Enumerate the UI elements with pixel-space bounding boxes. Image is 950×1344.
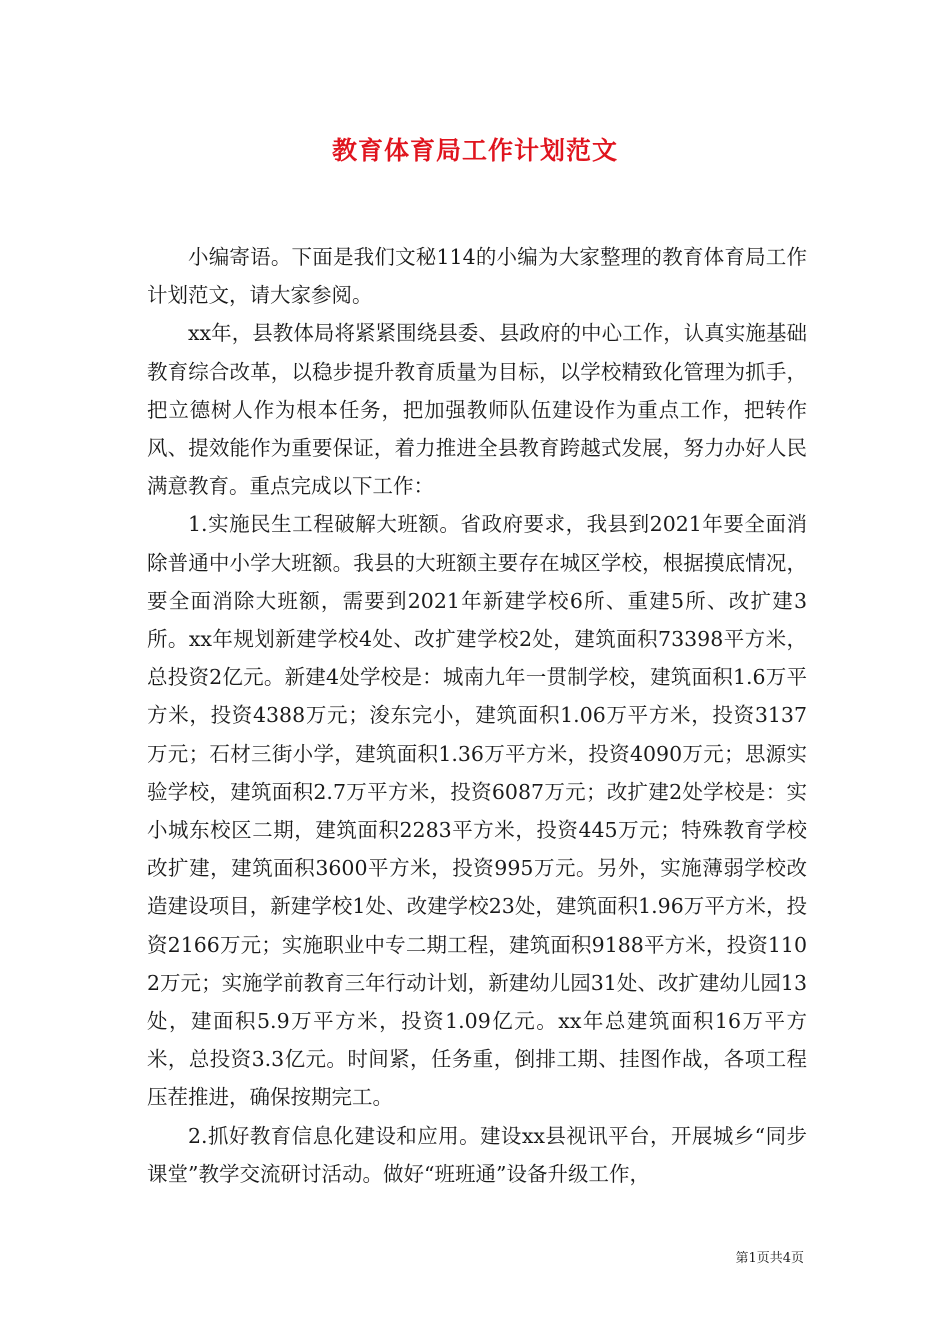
document-body <box>147 238 807 1193</box>
page-number: 第1页共4页 <box>735 1251 804 1266</box>
paragraph-overview: xx年，县教体局将紧紧围绕县委、县政府的中心工作，认真实施基础教育综合改革，以稳步提升教育质量为目标，以学校精致化管理为抓手，把立德树人作为根本任务，把加强教师队伍建设作为重点工作，把转作风、提效能作为重要保证，着力推进全县教育跨越式发展，努力办好人民满意教育。重点完成以下工作： <box>147 321 807 499</box>
paragraph-intro: 小编寄语。下面是我们文秘114的小编为大家整理的教育体育局工作计划范文，请大家参阅。 <box>147 245 807 308</box>
document-title: 教育体育局工作计划范文 <box>331 136 618 165</box>
paragraph-item-1: 1.实施民生工程破解大班额。省政府要求，我县到2021年要全面消除普通中小学大班额。我县的大班额主要存在城区学校，根据摸底情况，要全面消除大班额，需要到2021年新建学校6所、重建5所、改扩建3所。xx年规划新建学校4处、改扩建学校2处，建筑面积73398平方米，总投资2亿元。新建4处学校是：城南九年一贯制学校，建筑面积1.6万平方米，投资4388万元；浚东完小，建筑面积1.06万平方米，投资3137万元；石材三街小学，建筑面积1.36万平方米，投资4090万元；思源实验学校，建筑面积2.7万平方米，投资6087万元；改扩建2处学校是：实小城东校区二期，建筑面积2283平方米，投资445万元；特殊教育学校改扩建，建筑面积3600平方米，投资995万元。另外，实施薄弱学校改造建设项目，新建学校1处、改建学校23处，建筑面积1.96万平方米，投资2166万元；实施职业中专二期工程，建筑面积9188平方米，投资1102万元；实施学前教育三年行动计划，新建幼儿园31处、改扩建幼儿园13处，建面积5.9万平方米，投资1.09亿元。xx年总建筑面积16万平方米，总投资3.3亿元。时间紧，任务重，倒排工期、挂图作战，各项工程压茬推进，确保按期完工。 <box>147 512 807 1110</box>
paragraph-item-2: 2.抓好教育信息化建设和应用。建设xx县视讯平台，开展城乡“同步课堂”教学交流研讨活动。做好“班班通”设备升级工作， <box>147 1123 807 1186</box>
